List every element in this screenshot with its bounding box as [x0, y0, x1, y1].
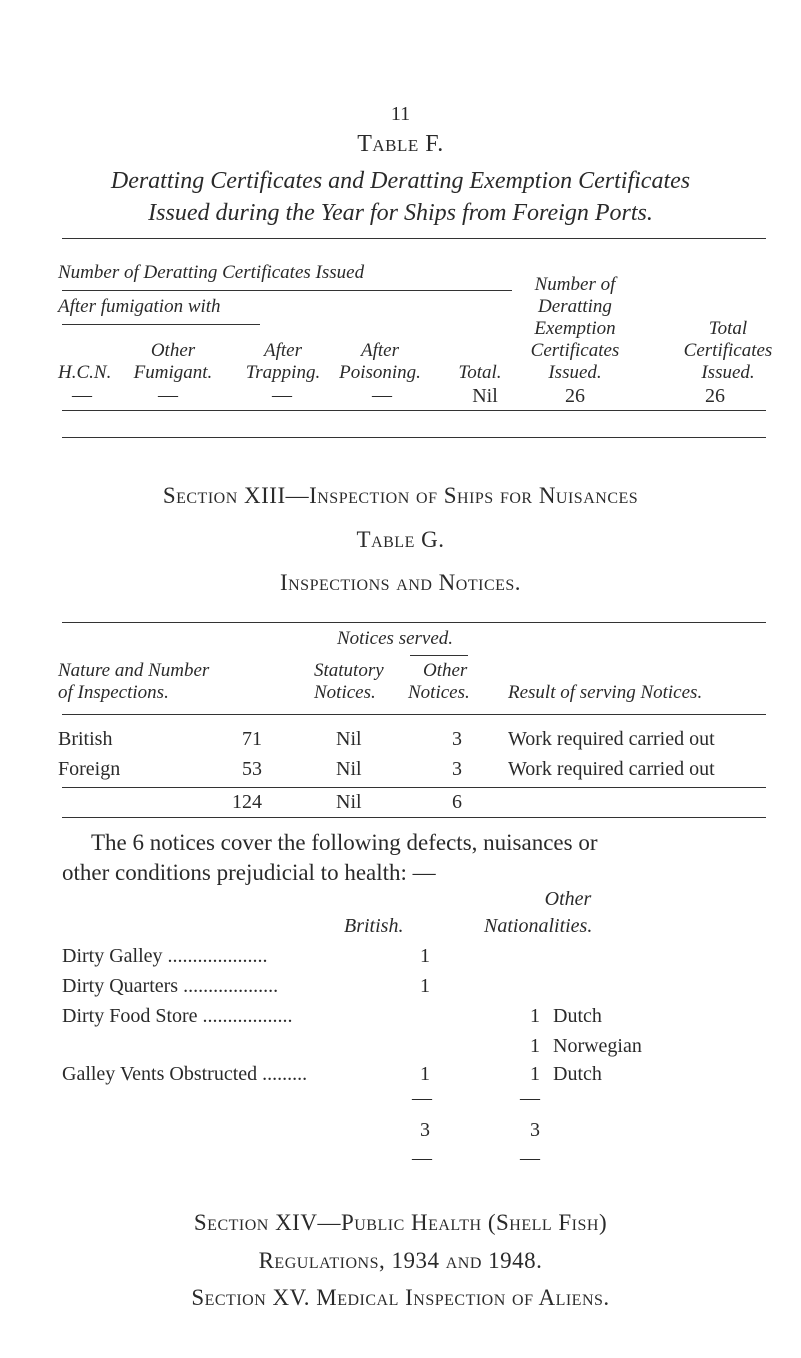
table-g-bottom-rule [62, 817, 766, 818]
table-f-trap-h1: After [264, 340, 302, 361]
table-f-pois-h1: After [361, 340, 399, 361]
table-f-trap-h2: Trapping. [245, 362, 321, 383]
defect-other-count: 1 [530, 1035, 540, 1057]
defects-other-dash-top: — [520, 1087, 540, 1109]
table-f-hcn-header: H.C.N. [58, 362, 112, 383]
table-f-exempt-h4: Certificates [530, 340, 620, 361]
section-xv-heading: Section XV. Medical Inspection of Aliens. [191, 1285, 610, 1310]
defect-british-count: 1 [420, 1063, 430, 1085]
table-g-nature-cell: British [58, 728, 113, 750]
table-f-exempt-h2: Deratting [538, 296, 612, 317]
table-f-total-h3: Issued. [701, 362, 755, 383]
defects-british-dash-top: — [412, 1087, 432, 1109]
table-g-header-rule [62, 714, 766, 715]
table-f-subtitle-line2: Issued during the Year for Ships from Foreign Ports. [148, 200, 653, 226]
defect-other-count: 1 [530, 1063, 540, 1085]
table-f-exempt-h3: Exemption [534, 318, 616, 339]
table-f-total-header: Total. [458, 362, 502, 383]
table-f-total-h1: Total [708, 318, 748, 339]
table-g-result-cell: Work required carried out [508, 758, 715, 780]
defects-other-dash-bottom: — [520, 1147, 540, 1169]
table-g-result-header: Result of serving Notices. [508, 682, 703, 703]
table-g-statutory-cell: Nil [336, 728, 362, 750]
defects-british-header: British. [344, 915, 404, 937]
table-f-cell-total: Nil [472, 385, 498, 407]
defects-british-dash-bottom: — [412, 1147, 432, 1169]
table-f-cell-total-issued: 26 [705, 385, 725, 407]
table-f-group-rule [62, 290, 512, 291]
table-f-cell-hcn: — [72, 384, 92, 406]
table-f-pois-h2: Poisoning. [339, 362, 421, 383]
defect-label: Dirty Food Store .................. [62, 1005, 293, 1027]
table-g-statutory-h1: Statutory [314, 660, 384, 681]
table-g-other-h2: Notices. [408, 682, 470, 703]
table-g-subtitle: Inspections and Notices. [279, 570, 522, 595]
defect-british-count: 1 [420, 945, 430, 967]
table-f-exempt-h1: Number of [534, 274, 616, 295]
defect-label: Dirty Quarters ................... [62, 975, 279, 997]
table-g-statutory-cell: Nil [336, 758, 362, 780]
defect-other-count: 1 [530, 1005, 540, 1027]
table-g-nature-h2: of Inspections. [58, 682, 169, 703]
table-g-other-cell: 3 [452, 758, 462, 780]
table-g-notices-rule [410, 655, 468, 656]
defects-intro-line2: other conditions prejudicial to health: — [62, 860, 436, 885]
table-f-subgroup-rule [62, 324, 260, 325]
table-f-other-h1: Other [150, 340, 196, 361]
table-f-cell-poisoning: — [372, 384, 392, 406]
table-g-nature-cell: Foreign [58, 758, 121, 780]
table-f-cell-exemption: 26 [565, 385, 585, 407]
defect-british-count: 1 [420, 975, 430, 997]
table-f-separator-rule [62, 437, 766, 438]
table-f-subgroup-header: After fumigation with [58, 296, 221, 317]
table-g-title: Table G. [356, 527, 445, 552]
section-xiv-heading-line2: Regulations, 1934 and 1948. [258, 1248, 543, 1273]
table-f-bottom-rule [62, 410, 766, 411]
table-g-nature-h1: Nature and Number [58, 660, 210, 681]
table-f-cell-trapping: — [272, 384, 292, 406]
table-g-total-other: 6 [452, 791, 462, 813]
table-g-statutory-h2: Notices. [314, 682, 376, 703]
page-number: 11 [390, 103, 411, 125]
table-f-cell-other: — [158, 384, 178, 406]
section-xiii-heading: Section XIII—Inspection of Ships for Nuisances [162, 483, 639, 508]
table-g-notices-served-header: Notices served. [336, 628, 454, 649]
table-g-other-h1: Other [423, 660, 468, 681]
table-g-total-statutory: Nil [336, 791, 362, 813]
table-f-total-h2: Certificates [683, 340, 773, 361]
table-g-other-cell: 3 [452, 728, 462, 750]
table-f-group-header: Number of Deratting Certificates Issued [58, 262, 365, 283]
defect-label: Galley Vents Obstructed ......... [62, 1063, 308, 1085]
defects-total-british: 3 [420, 1119, 430, 1141]
table-g-result-cell: Work required carried out [508, 728, 715, 750]
defect-other-nationality: Norwegian [553, 1035, 642, 1057]
defects-intro-line1: The 6 notices cover the following defects, nuisances or [91, 830, 598, 855]
table-g-total-rule [62, 787, 766, 788]
defects-total-other: 3 [530, 1119, 540, 1141]
defect-other-nationality: Dutch [553, 1005, 602, 1027]
table-f-title: Table F. [357, 131, 444, 157]
defect-other-nationality: Dutch [553, 1063, 602, 1085]
table-f-other-h2: Fumigant. [133, 362, 213, 383]
table-f-subtitle-line1: Deratting Certificates and Deratting Exemption Certificates [110, 168, 691, 194]
defects-other-h1: Other [544, 888, 592, 910]
table-f-top-rule [62, 238, 766, 239]
section-xiv-heading-line1: Section XIV—Public Health (Shell Fish) [193, 1210, 608, 1235]
table-g-number-cell: 71 [242, 728, 262, 750]
table-g-total-number: 124 [232, 791, 262, 813]
table-g-number-cell: 53 [242, 758, 262, 780]
defect-label: Dirty Galley .................... [62, 945, 268, 967]
defects-other-h2: Nationalities. [484, 915, 593, 937]
table-g-top-rule [62, 622, 766, 623]
table-f-exempt-h5: Issued. [548, 362, 602, 383]
